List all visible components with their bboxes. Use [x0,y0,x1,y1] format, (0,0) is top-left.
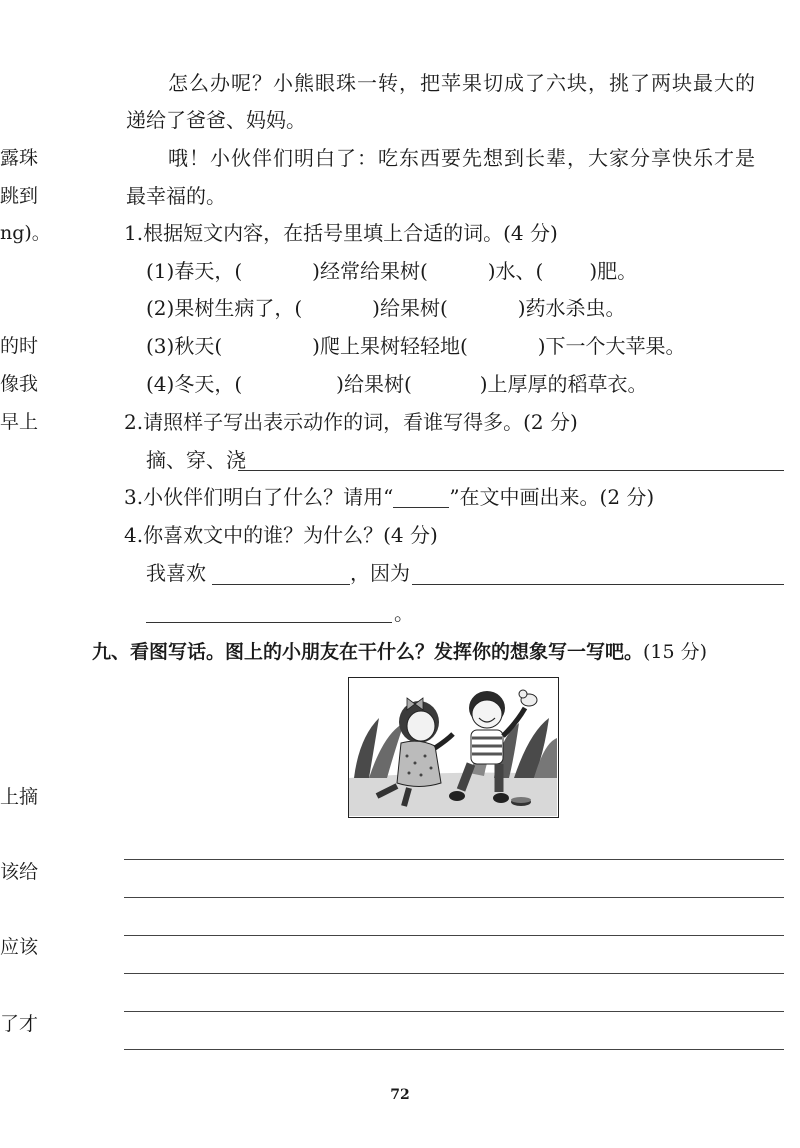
q1-s1-part: (1)春天，( [146,259,243,283]
q2-example-words: 摘、穿、浇 [146,448,246,472]
story-paragraph-line: 怎么办呢？小熊眼珠一转，把苹果切成了六块，挑了两块最大的 [168,71,756,95]
q4-answer-prompt-2: ，因为 [350,561,410,585]
bowl-figure [511,797,531,806]
q4-period: 。 [394,601,414,625]
section-9-score: (15 分) [643,641,708,663]
q1-s2-part: )药水杀虫。 [517,296,626,320]
q4-like-answer-line[interactable] [212,584,350,585]
section-9-title: 九、看图写话。图上的小朋友在干什么？发挥你的想象写一写吧。 [92,641,644,663]
q4-reason-answer-line[interactable] [412,584,784,585]
writing-line[interactable] [124,859,784,860]
q3-part: ”在文中画出来。(2 分) [449,485,655,509]
page-number: 72 [390,1087,410,1103]
q3-quote-blank [393,489,449,508]
left-margin-fragment: 了才 [0,1013,39,1035]
left-margin-fragment: 该给 [0,861,39,883]
q1-sentence-4 [146,372,648,396]
question-2-title: 2.请照样子写出表示动作的词，看谁写得多。(2 分) [124,410,578,434]
left-margin-fragment: 跳到 [0,185,39,207]
q3-part: 3.小伙伴们明白了什么？请用“ [124,485,394,509]
q1-s3-part: )下一个大苹果。 [537,334,686,358]
q1-s1-part: )水、( [487,259,544,283]
q1-s1-part: )肥。 [589,259,638,283]
q1-sentence-1 [146,259,637,283]
left-margin-fragment: 应该 [0,936,39,958]
q1-s2-part: (2)果树生病了，( [146,296,303,320]
writing-line[interactable] [124,973,784,974]
writing-line[interactable] [124,935,784,936]
writing-line[interactable] [124,897,784,898]
q1-s3-part: (3)秋天( [146,334,223,358]
left-margin-fragment: 上摘 [0,786,39,808]
left-margin-fragment: 的时 [0,335,39,357]
writing-line[interactable] [124,1011,784,1012]
q4-answer-prompt-1: 我喜欢 [146,561,206,585]
q1-sentence-2 [146,296,626,320]
children-illustration-svg [349,678,557,816]
question-4-title: 4.你喜欢文中的谁？为什么？(4 分) [124,523,438,547]
q1-s2-part: )给果树( [372,296,448,320]
left-margin-fragment: 露珠 [0,147,39,169]
q1-sentence-3 [146,334,686,358]
left-margin-fragment: ng)。 [0,222,51,244]
story-paragraph-line: 递给了爸爸、妈妈。 [126,108,306,132]
story-paragraph-line: 最幸福的。 [126,184,226,208]
question-1-title: 1.根据短文内容，在括号里填上合适的词。(4 分) [124,221,558,245]
section-9-heading [92,637,707,664]
children-illustration [348,677,559,818]
question-3 [124,485,654,509]
q1-s4-part: )给果树( [336,372,412,396]
q1-s4-part: )上厚厚的稻草衣。 [479,372,648,396]
writing-line[interactable] [124,1049,784,1050]
q1-s4-part: (4)冬天，( [146,372,243,396]
q4-reason-answer-line-2[interactable] [146,622,392,623]
plant-leaves-graphic [354,718,557,778]
left-margin-fragment: 早上 [0,411,39,433]
q2-answer-line[interactable] [238,470,784,471]
story-paragraph-line: 哦！小伙伴们明白了：吃东西要先想到长辈，大家分享快乐才是 [168,146,756,170]
left-margin-fragment: 像我 [0,373,39,395]
q1-s1-part: )经常给果树( [312,259,428,283]
bird-figure [519,690,537,706]
q1-s3-part: )爬上果树轻轻地( [312,334,468,358]
